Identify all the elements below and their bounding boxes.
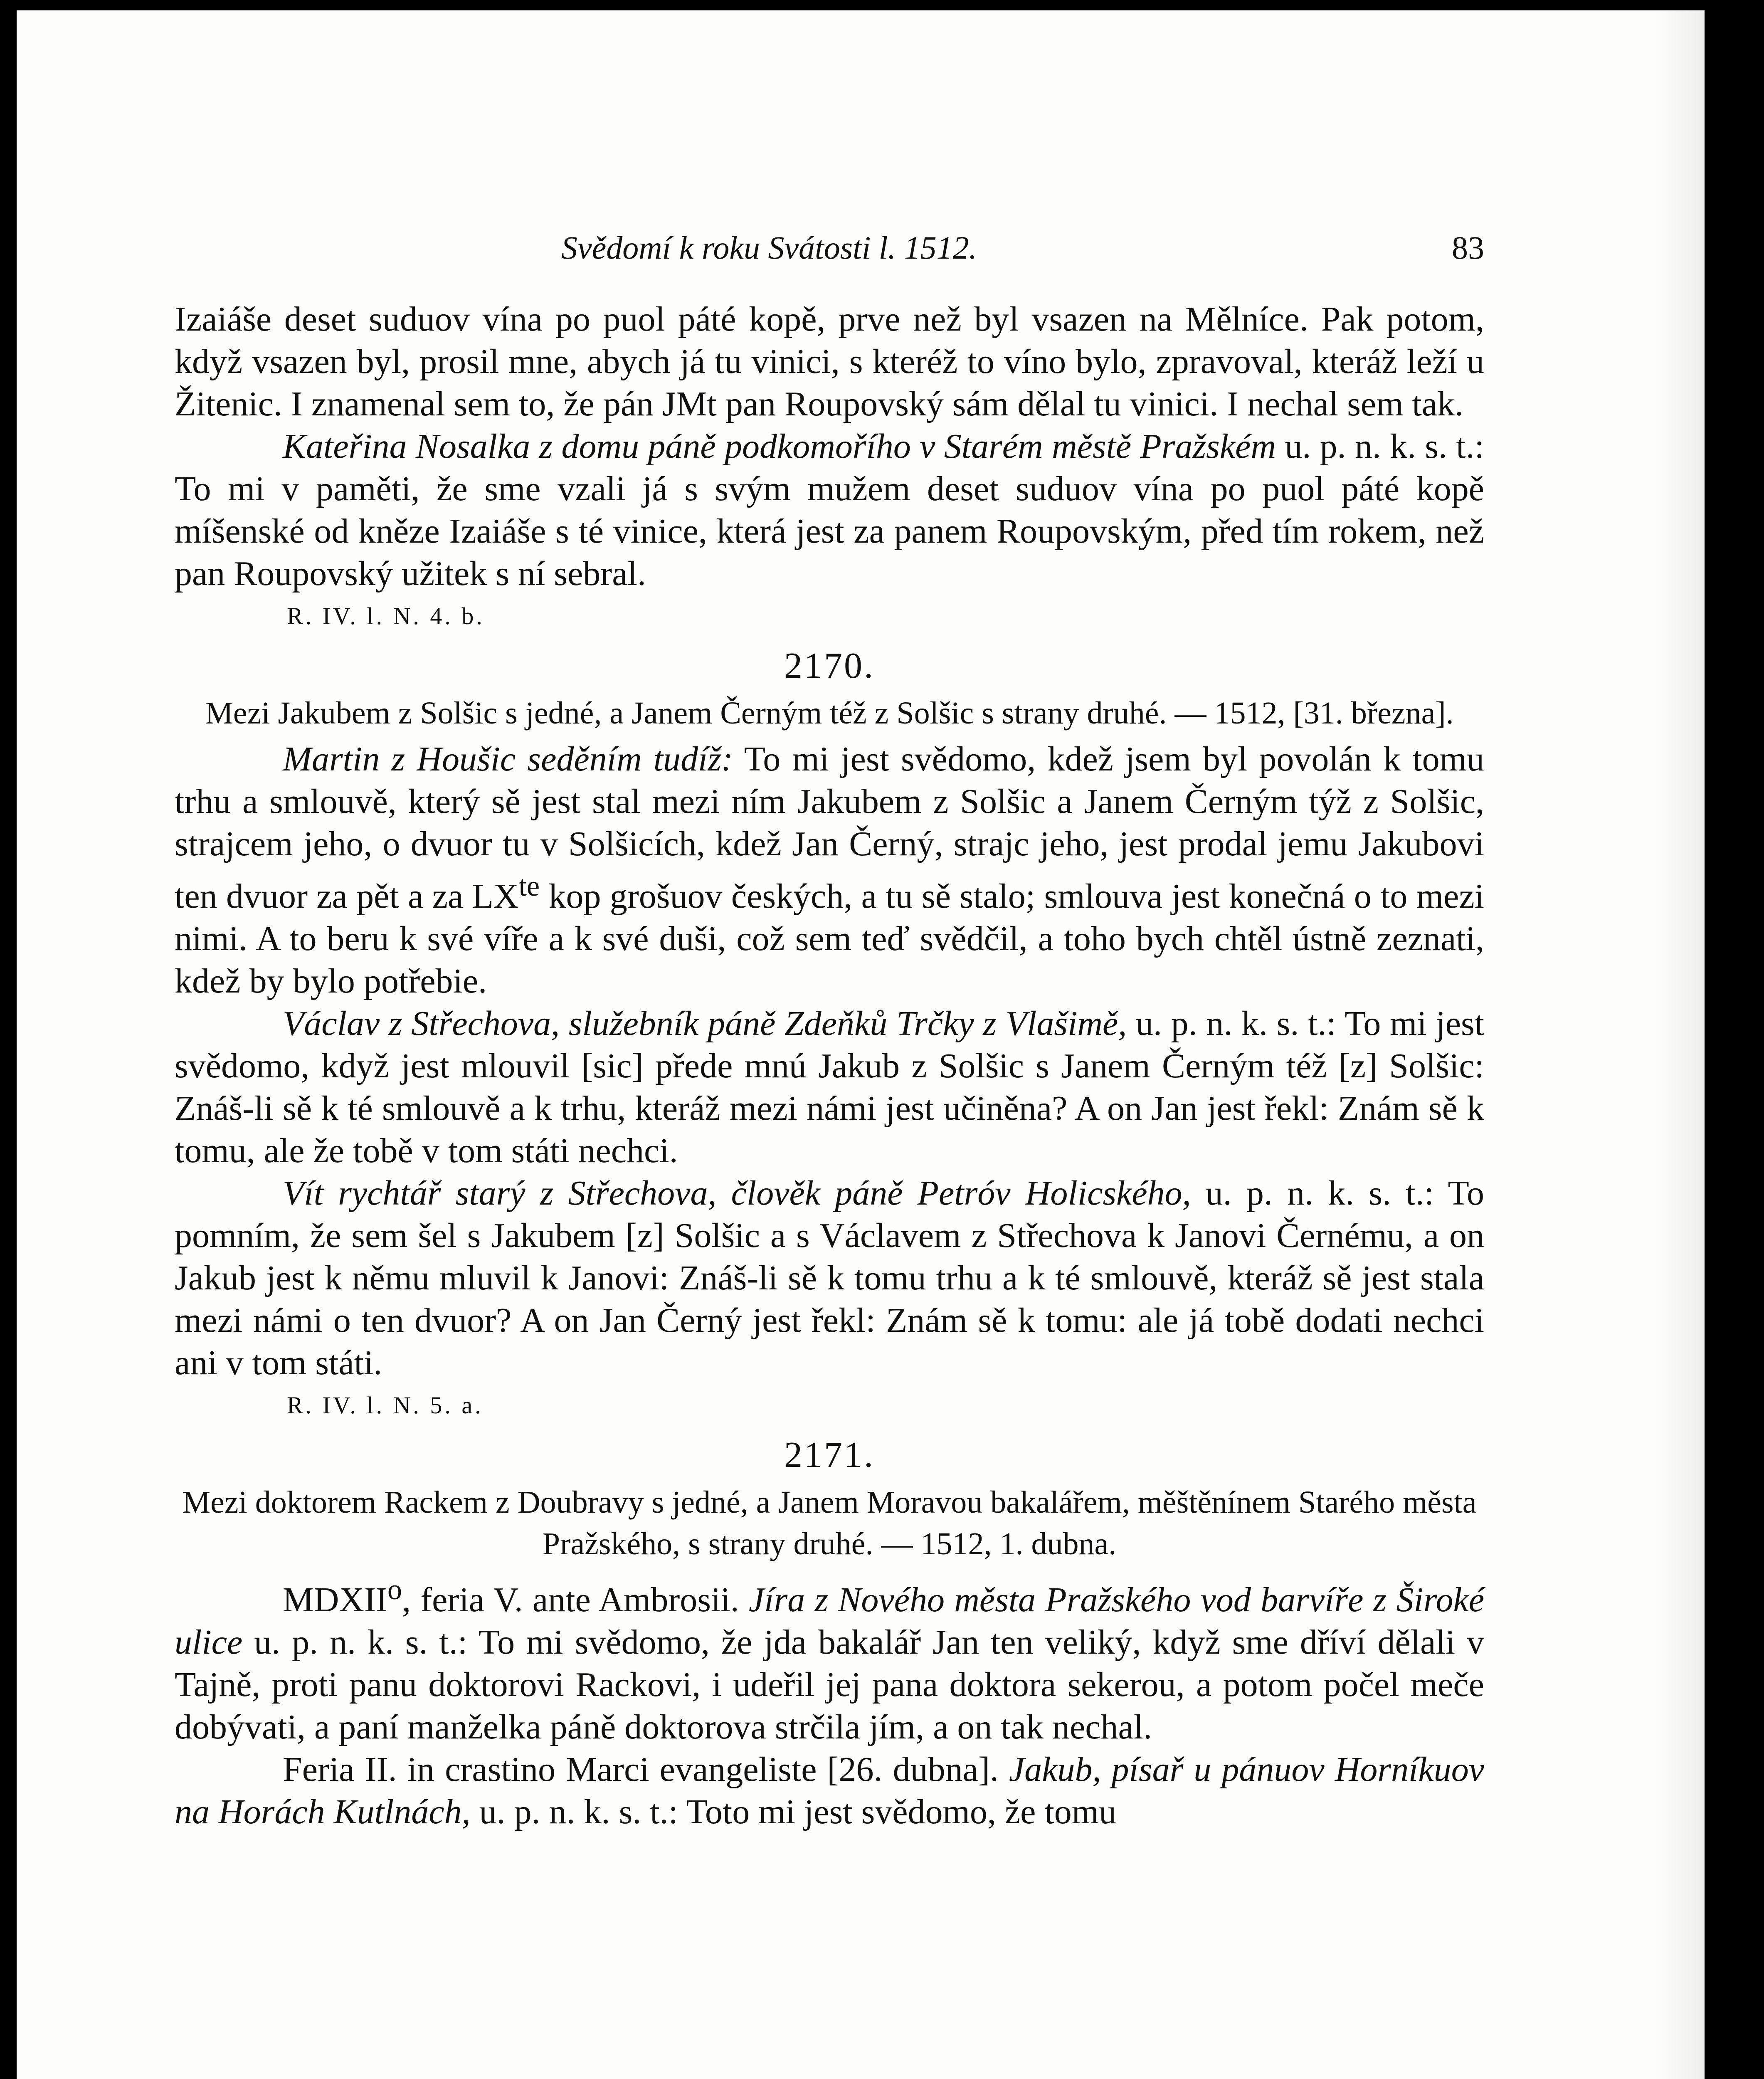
witness-name: Kateřina Nosalka z domu páně podkomořího v Starém městě Pražském xyxy=(283,427,1276,466)
paragraph: Feria II. in crastino Marci evangeliste [26. dubna]. Jakub, písař u pánuov Horníkuov na Horách Kutlnách, u. p. n. k. s. t.: Toto mi jest svědomo, že tomu xyxy=(175,1750,1484,1831)
running-head xyxy=(175,227,1484,269)
witness-name: Jíra z Nového města Pražského vod barvíře z Široké ulice xyxy=(175,1580,1484,1662)
entry-number: 2170. xyxy=(784,646,875,686)
paragraph: Václav z Střechova, služebník páně Zdeňků Trčky z Vlašimě, u. p. n. k. s. t.: To mi jest svědomo, když jest mlouvil [sic] přede mnú Jakub z Solšic s Janem Černým též [z] Solšic: Znáš-li sě k té smlouvě a k trhu, kteráž mezi námi jest učiněna? A on Jan jest řekl: Znám sě k tomu, ale že tobě v tom státi nechci. xyxy=(175,1004,1485,1170)
source-reference: R. IV. l. N. 5. a. xyxy=(287,1392,484,1419)
paragraph: Vít rychtář starý z Střechova, člověk páně Petróv Holicského, u. p. n. k. s. t.: To pomním, že sem šel s Jakubem [z] Solšic a s Václavem z Střechova k Janovi Černému, a on Jakub jest k němu mluvil k Janovi: Znáš-li sě k tomu trhu a k té smlouvě, kteráž sě jest stala mezi námi o ten dvuor? A on Jan Černý jest řekl: Znám sě k tomu: ale já tobě dodati nechci ani v tom státi. xyxy=(175,1174,1485,1382)
page-number: 83 xyxy=(1452,230,1484,266)
paragraph: MDXII$^o$, feria V. ante Ambrosii. Jíra z Nového města Pražského vod barvíře z Široké ulice u. p. n. k. s. t.: To mi svědomo, že jda bakalář Jan ten veliký, když sme dříví dělali v Tajně, proti panu doktorovi Rackovi, i udeřil jej pana doktora sekerou, a potom počel meče dobývati, a paní manželka páně doktorova strčila jím, a on tak nechal. xyxy=(175,1574,1484,1746)
witness-name: Václav z Střechova, služebník páně Zdeňků Trčky z Vlašimě, xyxy=(283,1004,1127,1043)
entry-number: 2171. xyxy=(784,1435,875,1475)
entry-heading: Mezi Jakubem z Solšic s jedné, a Janem Černým též z Solšic s strany druhé. — 1512, [31. března]. xyxy=(205,696,1454,731)
witness-name: Jakub, písař u pánuov Horníkuov na Horách Kutlnách, xyxy=(175,1750,1484,1831)
page-text xyxy=(175,227,1484,1833)
running-title: Svědomí k roku Svátosti l. 1512. xyxy=(561,230,977,266)
book-page xyxy=(17,10,1705,2079)
paragraph: Izaiáše deset suduov vína po puol páté kopě, prve než byl vsazen na Mělníce. Pak potom, když vsazen byl, prosil mne, abych já tu vinici, s kteréž to víno bylo, zpravoval, kteráž leží u Žitenic. I znamenal sem to, že pán JMt pan Roupovský sám dělal tu vinici. I nechal sem tak. xyxy=(175,300,1484,423)
witness-name: Vít rychtář starý z Střechova, člověk páně Petróv Holicského, xyxy=(283,1174,1191,1212)
paragraph: Martin z Houšic seděním tudíž: To mi jest svědomo, kdež jsem byl povolán k tomu trhu a smlouvě, který sě jest stal mezi ním Jakubem z Solšic a Janem Černým týž z Solšic, strajcem jeho, o dvuor tu v Solšicích, kdež Jan Černý, strajc jeho, jest prodal jemu Jakubovi ten dvuor za pět a za $LX^{te}$ kop grošuov českých, a tu sě stalo; smlouva jest konečná o to mezi nimi. A to beru k své víře a k své duši, což sem teď svědčil, a toho bych chtěl ústně zeznati, kdež by bylo potřebie. xyxy=(175,740,1485,1000)
source-reference: R. IV. l. N. 4. b. xyxy=(287,602,485,630)
witness-name: Martin z Houšic seděním tudíž: xyxy=(283,740,733,778)
paragraph: Kateřina Nosalka z domu páně podkomořího v Starém městě Pražském u. p. n. k. s. t.: To mi v paměti, že sme vzali já s svým mužem deset suduov vína po puol páté kopě míšenské od kněze Izaiáše s té vinice, která jest za panem Roupovským, před tím rokem, než pan Roupovský užitek s ní sebral. xyxy=(175,427,1484,593)
entry-heading: Mezi doktorem Rackem z Doubravy s jedné, a Janem Moravou bakalářem, měštěnínem Starého města Pražského, s strany druhé. — 1512, 1. dubna. xyxy=(182,1485,1477,1561)
